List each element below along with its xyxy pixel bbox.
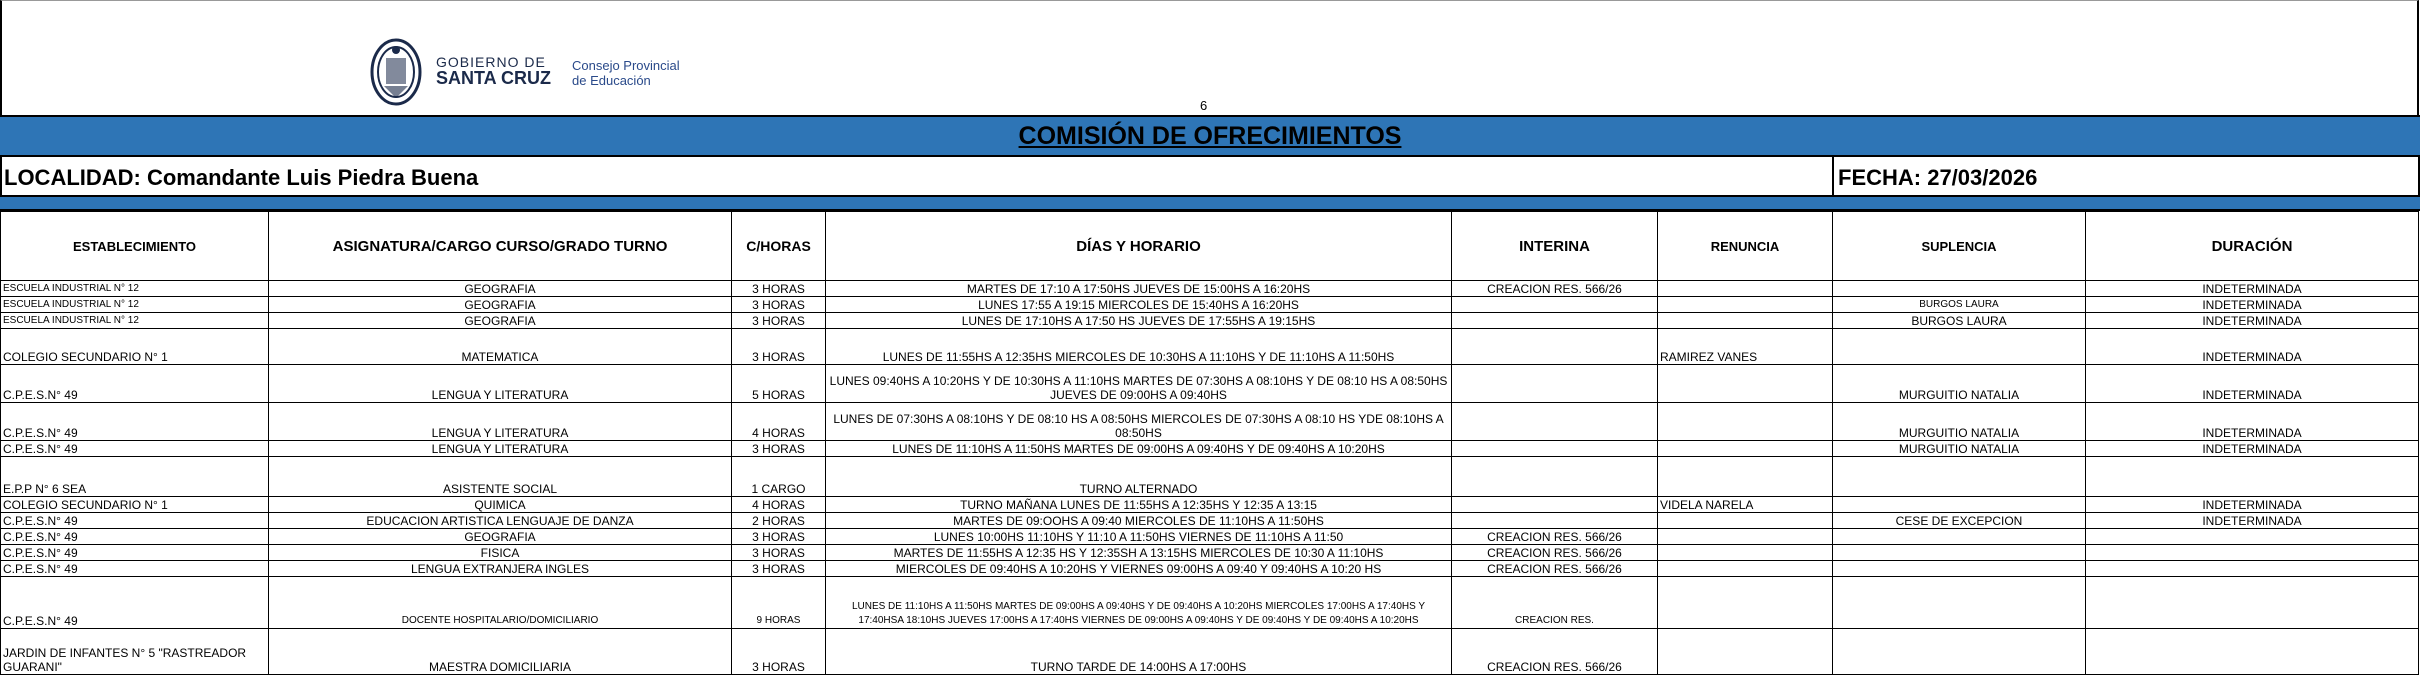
cell-renuncia xyxy=(1658,561,1833,577)
cell-horario: TURNO MAÑANA LUNES DE 11:55HS A 12:35HS Y 12:35 A 13:15 xyxy=(826,497,1452,513)
cell-asignatura: LENGUA EXTRANJERA INGLES xyxy=(269,561,732,577)
cell-establecimiento: C.P.E.S.N° 49 xyxy=(1,513,269,529)
cell-suplencia xyxy=(1833,545,2086,561)
table-row xyxy=(1,497,2419,513)
cell-renuncia: VIDELA NARELA xyxy=(1658,497,1833,513)
cell-asignatura: DOCENTE HOSPITALARIO/DOMICILIARIO xyxy=(269,577,732,629)
cell-duracion: INDETERMINADA xyxy=(2086,497,2419,513)
provincial-seal-icon xyxy=(370,36,422,106)
cell-asignatura: LENGUA Y LITERATURA xyxy=(269,441,732,457)
cell-interina: CREACION RES. 566/26 xyxy=(1452,281,1658,297)
cell-asignatura: EDUCACION ARTISTICA LENGUAJE DE DANZA xyxy=(269,513,732,529)
cell-horario: LUNES 09:40HS A 10:20HS Y DE 10:30HS A 11:10HS MARTES DE 07:30HS A 08:10HS Y DE 08:10 HS A 08:50HS JUEVES DE 09:00HS A 09:40HS xyxy=(826,365,1452,403)
cell-horario: LUNES DE 11:10HS A 11:50HS MARTES DE 09:00HS A 09:40HS Y DE 09:40HS A 10:20HS MIERCOLES 17:00HS A 17:40HS Y 17:40HSA 18:10HS JUEVES 17:00HS A 17:40HS VIERNES DE 09:00HS A 09:40HS Y DE 09:40HS Y DE 09:40HS A 10:20HS xyxy=(826,577,1452,629)
cell-horario: MARTES DE 11:55HS A 12:35 HS Y 12:35SH A 13:15HS MIERCOLES DE 10:30 A 11:10HS xyxy=(826,545,1452,561)
column-header: DÍAS Y HORARIO xyxy=(826,212,1452,281)
cell-duracion: INDETERMINADA xyxy=(2086,297,2419,313)
cell-renuncia xyxy=(1658,403,1833,441)
cell-suplencia: MURGUITIO NATALIA xyxy=(1833,441,2086,457)
offerings-table xyxy=(0,211,2419,675)
cell-horas: 3 HORAS xyxy=(732,313,826,329)
header-area xyxy=(0,0,2419,115)
column-header: INTERINA xyxy=(1452,212,1658,281)
council-name xyxy=(572,58,680,88)
cell-horas: 3 HORAS xyxy=(732,545,826,561)
table-row xyxy=(1,329,2419,365)
cell-asignatura: GEOGRAFIA xyxy=(269,281,732,297)
table-row xyxy=(1,561,2419,577)
cell-horario: LUNES 10:00HS 11:10HS Y 11:10 A 11:50HS VIERNES DE 11:10HS A 11:50 xyxy=(826,529,1452,545)
cell-suplencia xyxy=(1833,529,2086,545)
table-row xyxy=(1,297,2419,313)
cell-asignatura: GEOGRAFIA xyxy=(269,313,732,329)
cell-duracion xyxy=(2086,577,2419,629)
cell-suplencia: MURGUITIO NATALIA xyxy=(1833,365,2086,403)
cell-renuncia xyxy=(1658,629,1833,675)
cell-duracion xyxy=(2086,561,2419,577)
cell-duracion: INDETERMINADA xyxy=(2086,329,2419,365)
cell-duracion: INDETERMINADA xyxy=(2086,403,2419,441)
cell-renuncia xyxy=(1658,365,1833,403)
cell-duracion xyxy=(2086,529,2419,545)
page-title: COMISIÓN DE OFRECIMIENTOS xyxy=(1018,122,1402,150)
page-number: 6 xyxy=(1200,98,1208,113)
table-header-row xyxy=(1,212,2419,281)
cell-establecimiento: C.P.E.S.N° 49 xyxy=(1,545,269,561)
cell-asignatura: MAESTRA DOMICILIARIA xyxy=(269,629,732,675)
column-header: DURACIÓN xyxy=(2086,212,2419,281)
cell-suplencia: BURGOS LAURA xyxy=(1833,297,2086,313)
cell-asignatura: ASISTENTE SOCIAL xyxy=(269,457,732,497)
cell-interina xyxy=(1452,513,1658,529)
cell-duracion: INDETERMINADA xyxy=(2086,313,2419,329)
cell-interina xyxy=(1452,329,1658,365)
cell-renuncia: RAMIREZ VANES xyxy=(1658,329,1833,365)
cell-horas: 4 HORAS xyxy=(732,497,826,513)
cell-horario: MARTES DE 17:10 A 17:50HS JUEVES DE 15:00HS A 16:20HS xyxy=(826,281,1452,297)
cell-suplencia xyxy=(1833,457,2086,497)
cell-horario: MARTES DE 09:OOHS A 09:40 MIERCOLES DE 11:10HS A 11:50HS xyxy=(826,513,1452,529)
cell-horario: LUNES DE 11:10HS A 11:50HS MARTES DE 09:00HS A 09:40HS Y DE 09:40HS A 10:20HS xyxy=(826,441,1452,457)
cell-renuncia xyxy=(1658,297,1833,313)
cell-establecimiento: C.P.E.S.N° 49 xyxy=(1,561,269,577)
cell-renuncia xyxy=(1658,513,1833,529)
cell-interina: CREACION RES. 566/26 xyxy=(1452,629,1658,675)
cell-duracion: INDETERMINADA xyxy=(2086,441,2419,457)
cell-establecimiento: C.P.E.S.N° 49 xyxy=(1,365,269,403)
cell-establecimiento: E.P.P N° 6 SEA xyxy=(1,457,269,497)
council-line-2: de Educación xyxy=(572,73,651,88)
cell-horas: 9 HORAS xyxy=(732,577,826,629)
cell-horas: 3 HORAS xyxy=(732,629,826,675)
cell-horario: TURNO ALTERNADO xyxy=(826,457,1452,497)
cell-duracion: INDETERMINADA xyxy=(2086,365,2419,403)
cell-interina xyxy=(1452,403,1658,441)
cell-horas: 5 HORAS xyxy=(732,365,826,403)
cell-establecimiento: C.P.E.S.N° 49 xyxy=(1,529,269,545)
column-header: ESTABLECIMIENTO xyxy=(1,212,269,281)
title-bar xyxy=(0,115,2420,157)
cell-interina xyxy=(1452,313,1658,329)
cell-renuncia xyxy=(1658,313,1833,329)
cell-establecimiento: C.P.E.S.N° 49 xyxy=(1,577,269,629)
cell-suplencia xyxy=(1833,281,2086,297)
cell-interina xyxy=(1452,457,1658,497)
cell-horas: 4 HORAS xyxy=(732,403,826,441)
table-row xyxy=(1,545,2419,561)
cell-duracion: INDETERMINADA xyxy=(2086,281,2419,297)
cell-interina xyxy=(1452,441,1658,457)
government-logo xyxy=(370,36,690,108)
cell-establecimiento: ESCUELA INDUSTRIAL N° 12 xyxy=(1,313,269,329)
table-row xyxy=(1,529,2419,545)
cell-asignatura: GEOGRAFIA xyxy=(269,529,732,545)
cell-establecimiento: ESCUELA INDUSTRIAL N° 12 xyxy=(1,297,269,313)
cell-duracion xyxy=(2086,545,2419,561)
cell-suplencia: MURGUITIO NATALIA xyxy=(1833,403,2086,441)
cell-asignatura: QUIMICA xyxy=(269,497,732,513)
cell-suplencia xyxy=(1833,497,2086,513)
location-row xyxy=(0,157,2420,197)
cell-horas: 3 HORAS xyxy=(732,297,826,313)
cell-horas: 3 HORAS xyxy=(732,441,826,457)
cell-renuncia xyxy=(1658,281,1833,297)
cell-interina xyxy=(1452,297,1658,313)
column-header: RENUNCIA xyxy=(1658,212,1833,281)
gov-line-2: SANTA CRUZ xyxy=(436,68,551,88)
cell-horario: MIERCOLES DE 09:40HS A 10:20HS Y VIERNES 09:00HS A 09:40 Y 09:40HS A 10:20 HS xyxy=(826,561,1452,577)
cell-horas: 1 CARGO xyxy=(732,457,826,497)
cell-duracion: INDETERMINADA xyxy=(2086,513,2419,529)
government-name xyxy=(436,54,551,86)
table-row xyxy=(1,281,2419,297)
cell-interina: CREACION RES. 566/26 xyxy=(1452,529,1658,545)
cell-suplencia xyxy=(1833,329,2086,365)
cell-asignatura: LENGUA Y LITERATURA xyxy=(269,403,732,441)
cell-horas: 2 HORAS xyxy=(732,513,826,529)
cell-renuncia xyxy=(1658,529,1833,545)
cell-duracion xyxy=(2086,457,2419,497)
cell-suplencia: CESE DE EXCEPCION xyxy=(1833,513,2086,529)
cell-horas: 3 HORAS xyxy=(732,561,826,577)
cell-establecimiento: C.P.E.S.N° 49 xyxy=(1,403,269,441)
cell-duracion xyxy=(2086,629,2419,675)
cell-renuncia xyxy=(1658,457,1833,497)
cell-horario: LUNES DE 11:55HS A 12:35HS MIERCOLES DE 10:30HS A 11:10HS Y DE 11:10HS A 11:50HS xyxy=(826,329,1452,365)
cell-interina xyxy=(1452,365,1658,403)
cell-suplencia xyxy=(1833,561,2086,577)
localidad-label: LOCALIDAD: Comandante Luis Piedra Buena xyxy=(4,165,479,190)
cell-horario: LUNES DE 17:10HS A 17:50 HS JUEVES DE 17:55HS A 19:15HS xyxy=(826,313,1452,329)
cell-establecimiento: COLEGIO SECUNDARIO N° 1 xyxy=(1,497,269,513)
table-row xyxy=(1,577,2419,629)
cell-horario: LUNES 17:55 A 19:15 MIERCOLES DE 15:40HS A 16:20HS xyxy=(826,297,1452,313)
cell-establecimiento: JARDIN DE INFANTES N° 5 "RASTREADOR GUARANI" xyxy=(1,629,269,675)
date-cell xyxy=(1832,157,2420,195)
column-header: ASIGNATURA/CARGO CURSO/GRADO TURNO xyxy=(269,212,732,281)
council-line-1: Consejo Provincial xyxy=(572,58,680,73)
cell-horario: TURNO TARDE DE 14:00HS A 17:00HS xyxy=(826,629,1452,675)
separator-band xyxy=(0,197,2420,211)
cell-asignatura: LENGUA Y LITERATURA xyxy=(269,365,732,403)
cell-horas: 3 HORAS xyxy=(732,329,826,365)
table-row xyxy=(1,365,2419,403)
cell-renuncia xyxy=(1658,441,1833,457)
column-header: SUPLENCIA xyxy=(1833,212,2086,281)
table-row xyxy=(1,441,2419,457)
cell-interina xyxy=(1452,497,1658,513)
cell-suplencia xyxy=(1833,629,2086,675)
cell-establecimiento: ESCUELA INDUSTRIAL N° 12 xyxy=(1,281,269,297)
column-header: C/HORAS xyxy=(732,212,826,281)
fecha-label: FECHA: 27/03/2026 xyxy=(1838,165,2038,190)
cell-asignatura: MATEMATICA xyxy=(269,329,732,365)
cell-interina: CREACION RES. 566/26 xyxy=(1452,545,1658,561)
table-row xyxy=(1,457,2419,497)
cell-renuncia xyxy=(1658,577,1833,629)
cell-interina: CREACION RES. 566/26 xyxy=(1452,561,1658,577)
cell-renuncia xyxy=(1658,545,1833,561)
cell-asignatura: GEOGRAFIA xyxy=(269,297,732,313)
cell-suplencia: BURGOS LAURA xyxy=(1833,313,2086,329)
cell-suplencia xyxy=(1833,577,2086,629)
gov-line-1: GOBIERNO DE xyxy=(436,54,546,70)
cell-horario: LUNES DE 07:30HS A 08:10HS Y DE 08:10 HS A 08:50HS MIERCOLES DE 07:30HS A 08:10 HS YDE 08:10HS A 08:50HS xyxy=(826,403,1452,441)
cell-horas: 3 HORAS xyxy=(732,281,826,297)
table-row xyxy=(1,403,2419,441)
cell-establecimiento: COLEGIO SECUNDARIO N° 1 xyxy=(1,329,269,365)
cell-establecimiento: C.P.E.S.N° 49 xyxy=(1,441,269,457)
cell-asignatura: FISICA xyxy=(269,545,732,561)
table-row xyxy=(1,513,2419,529)
table-row xyxy=(1,313,2419,329)
table-row xyxy=(1,629,2419,675)
cell-horas: 3 HORAS xyxy=(732,529,826,545)
cell-interina: CREACION RES. xyxy=(1452,577,1658,629)
